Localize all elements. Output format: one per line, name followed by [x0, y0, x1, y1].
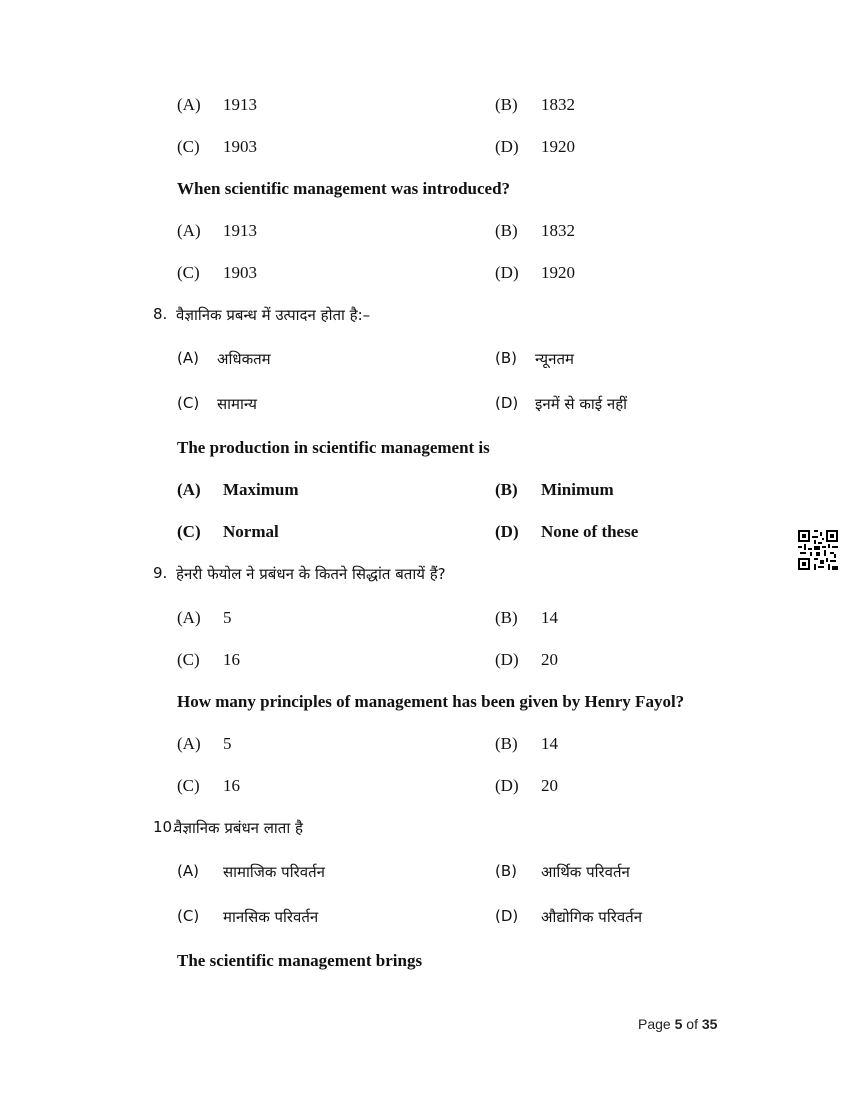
option-text: 14: [541, 608, 558, 627]
question-text-english: How many principles of management has been given by Henry Fayol?: [177, 692, 685, 711]
option-label: (B): [495, 734, 518, 753]
option-text: सामान्य: [217, 395, 258, 413]
option-label: (D): [495, 522, 519, 541]
option-text: 5: [223, 734, 232, 753]
option-label: (A): [177, 734, 201, 753]
option-label: (C): [177, 137, 200, 156]
of-word: of: [686, 1016, 698, 1032]
question-text-english: When scientific management was introduced?: [177, 179, 511, 198]
question-text: वैज्ञानिक प्रबंधन लाता है: [174, 819, 303, 837]
option-label: (C): [177, 650, 200, 669]
option-text: Normal: [223, 522, 279, 541]
question-number: 9.: [153, 564, 168, 582]
option-text: न्यूनतम: [535, 350, 574, 368]
option-text: 16: [223, 776, 240, 795]
option-label: (B): [495, 349, 517, 367]
option-label: (B): [495, 608, 518, 627]
option-label: (A): [177, 608, 201, 627]
option-label: (A): [177, 95, 201, 114]
option-label: (A): [177, 221, 201, 240]
option-label: (B): [495, 95, 518, 114]
option-text: 1913: [223, 95, 257, 114]
option-text: 1903: [223, 137, 257, 156]
option-label: (D): [495, 394, 519, 412]
option-text: 1832: [541, 95, 575, 114]
option-label: (C): [177, 522, 201, 541]
option-label: (A): [177, 349, 199, 367]
option-text: 1913: [223, 221, 257, 240]
question-text-english: The scientific management brings: [177, 951, 423, 970]
page-word: Page: [638, 1016, 671, 1032]
option-label: (D): [495, 137, 519, 156]
option-text: इनमें से काई नहीं: [535, 395, 628, 413]
option-label: (B): [495, 221, 518, 240]
question-text-english: The production in scientific management is: [177, 438, 490, 457]
option-label: (C): [177, 263, 200, 282]
question-text: हेनरी फेयोल ने प्रबंधन के कितने सिद्धांत बतायें हैं?: [176, 565, 446, 583]
page-number: [638, 1016, 717, 1032]
option-text: सामाजिक परिवर्तन: [223, 863, 325, 881]
option-label: (D): [495, 907, 519, 925]
option-label: (B): [495, 480, 518, 499]
option-label: (C): [177, 394, 200, 412]
option-text: औद्योगिक परिवर्तन: [541, 908, 643, 926]
option-text: Maximum: [223, 480, 299, 499]
option-label: (D): [495, 776, 519, 795]
option-text: 1832: [541, 221, 575, 240]
option-text: 1920: [541, 137, 575, 156]
option-text: आर्थिक परिवर्तन: [541, 863, 630, 881]
option-label: (D): [495, 650, 519, 669]
option-text: 1903: [223, 263, 257, 282]
qr-code-icon: [798, 530, 838, 570]
question-text: वैज्ञानिक प्रबन्ध में उत्पादन होता है:–: [176, 306, 371, 324]
question-number: 8.: [153, 305, 168, 323]
option-text: मानसिक परिवर्तन: [223, 908, 319, 926]
current-page: 5: [674, 1016, 683, 1032]
option-label: (A): [177, 480, 201, 499]
option-text: 20: [541, 776, 558, 795]
option-text: अधिकतम: [217, 350, 271, 368]
option-text: Minimum: [541, 480, 614, 499]
total-pages: 35: [701, 1016, 718, 1032]
option-label: (D): [495, 263, 519, 282]
option-text: 20: [541, 650, 558, 669]
option-text: 14: [541, 734, 558, 753]
option-label: (B): [495, 862, 517, 880]
question-number: 10.: [153, 818, 177, 836]
option-text: None of these: [541, 522, 639, 541]
option-label: (A): [177, 862, 199, 880]
option-text: 1920: [541, 263, 575, 282]
option-label: (C): [177, 907, 200, 925]
option-text: 5: [223, 608, 232, 627]
option-text: 16: [223, 650, 240, 669]
option-label: (C): [177, 776, 200, 795]
